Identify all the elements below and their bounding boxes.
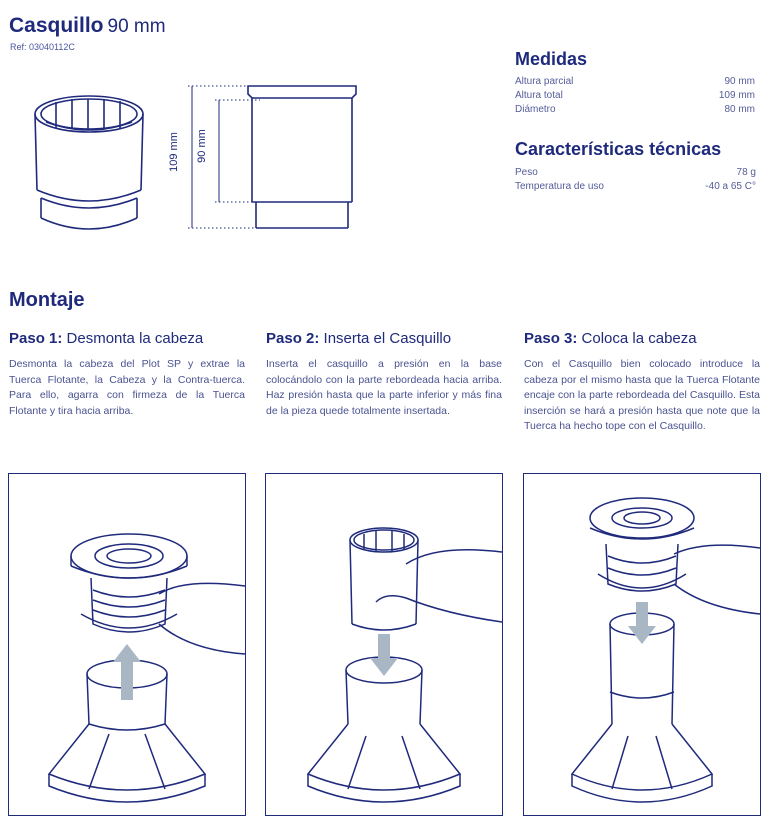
step-3-heading: Paso 3: Coloca la cabeza: [524, 330, 697, 347]
step-3-text: Con el Casquillo bien colocado introduce la cabeza por el mismo hasta que la Tuerca Flotante encaje con la parte rebordeada del Casquillo. Esta inserción se hará a presión hasta que note que la Tuerca ha hecho tope con el Casquillo.: [524, 358, 760, 432]
step-2-heading: Paso 2: Inserta el Casquillo: [266, 330, 452, 347]
caracteristicas-table: [515, 166, 756, 194]
casquillo-perspective-illustration: [30, 78, 155, 248]
step-3-illustration-panel: [523, 473, 761, 816]
medidas-row: Diámetro 80 mm: [515, 104, 755, 115]
product-ref: Ref: 03040112C: [10, 42, 75, 52]
dimension-partial-label: 90 mm: [195, 129, 208, 163]
montaje-heading: Montaje: [9, 289, 85, 311]
product-title: [9, 14, 166, 38]
step-2-illustration: [266, 474, 502, 815]
caracteristicas-row: Temperatura de uso -40 a 65 C°: [515, 181, 756, 192]
step-1-illustration: [9, 474, 245, 815]
product-name: Casquillo: [9, 14, 104, 37]
medidas-table: [515, 75, 755, 117]
arrow-up-icon: [113, 644, 141, 700]
caracteristicas-row: Peso 78 g: [515, 167, 756, 178]
medidas-row: Altura parcial 90 mm: [515, 76, 755, 87]
step-1-illustration-panel: [8, 473, 246, 816]
dimension-total-label: 109 mm: [167, 132, 180, 172]
medidas-row: Altura total 109 mm: [515, 90, 755, 101]
arrow-down-icon: [370, 634, 398, 676]
arrow-down-icon: [628, 602, 656, 644]
product-size: 90 mm: [107, 16, 166, 37]
step-2-text: Inserta el casquillo a presión en la base colocándolo con la parte rebordeada hacia arriba. Haz presión hasta que la parte inferior y más fina de la pieza quede totalmente insertada.: [266, 358, 502, 417]
step-1-text: Desmonta la cabeza del Plot SP y extrae la Tuerca Flotante, la Cabeza y la Contra-tuerca. Para ello, agarra con firmeza de la Tuerca Flotante y tira hacia arriba.: [9, 358, 245, 417]
step-3-illustration: [524, 474, 760, 815]
medidas-heading: Medidas: [515, 49, 588, 69]
caracteristicas-heading: Características técnicas: [515, 139, 722, 159]
step-1-heading: Paso 1: Desmonta la cabeza: [9, 330, 204, 347]
step-2-illustration-panel: [265, 473, 503, 816]
